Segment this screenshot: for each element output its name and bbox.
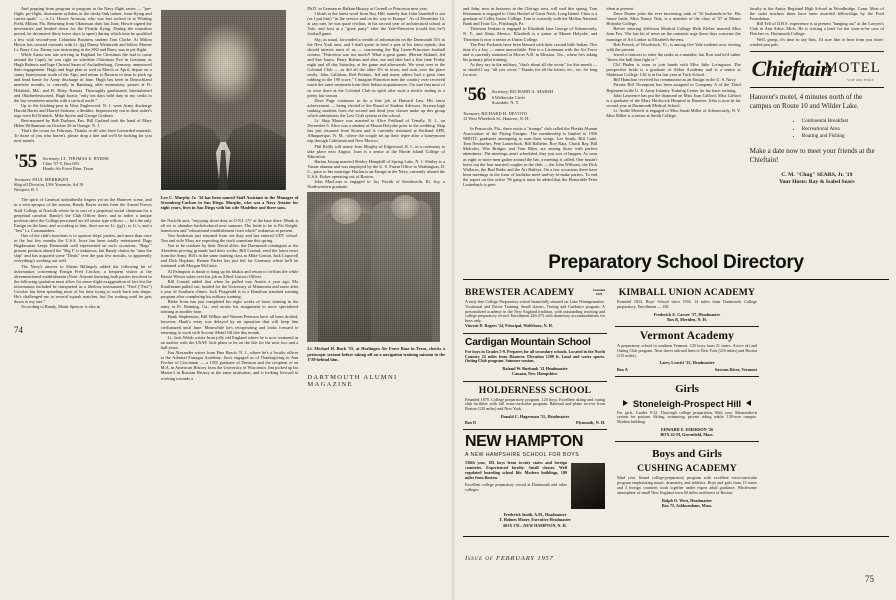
left-page-columns	[14, 6, 445, 388]
photo-caption-leo-murphy: Leo C. Murphy Jr. '34 has been named Staff Assistant to the Manager of Stromberg-Carlson in San Diego. Murphy, who was a Navy Aviator for eight years, lives in San Diego with his wife Madeline and three sons.	[160, 195, 299, 211]
body-paragraph: Private Bill Thompson has been assigned to Company A of the Third Regiment in the U. S. Army Infantry Training Center for his basic training.	[606, 82, 741, 93]
body-paragraph: The Navy's answer to Sherm Billingsly added the following bit of information concerning Ensign Fred Crocker, a frequent visitor at the aforementioned establishment (Note: Anyone knowing both parties involved in the following quotation must allow for some slight exaggeration of fact lest the information included be interpreted as a libelous insinuation): "Fred ("Fats") Crocker has been spending most of his time trying to work back into shape. He's challenged me to several squash matches, but I'm waiting until he gets down to my size."	[14, 263, 152, 305]
school-description: A truly fine College Preparatory school beautifully situated on Lake Winnipesaukee. Vocational and Driver Training. Small classes, Testing and Guidance program. A personalized academy in the New England tradition, with outstanding teaching and college preparatory record. Enrollment 226-275 with dormitory accommodations for boys only.	[465, 299, 605, 324]
list-item: • Recreational Area	[802, 126, 884, 134]
body-paragraph: Blake Irons has just completed his eight weeks of basic training in the army at Ft. Benning, Ga., and awaits his assignment to more specialized training at another base.	[160, 299, 299, 315]
directory-title: Preparatory School Directory	[548, 252, 804, 273]
page-right	[455, 0, 896, 600]
body-paragraph: Tim Anderson just returned from sea duty and has entered UDT school. Tim and wife Mary are expecting the stork sometime this spring.	[160, 232, 299, 243]
directory-category-boys-and-girls: Boys and Girls	[652, 448, 722, 461]
body-paragraph: Dave Duane joins the ever increasing rank of '56 husbands-to-be. His future bride, Miss Nancy Tink, is a member of the class of '57 at Mount Holyoke College.	[606, 11, 741, 27]
body-paragraph: Well, group, it's time to say finis. I'd sure like to hear from you short-winded pen pals.	[749, 36, 884, 47]
body-paragraph: Jim Alexander writes from Pine Beach, N. J., where he's a faculty officer at the Admiral Farragut Academy. Jim's engaged as of Thanksgiving to Ann Fischer of Cincinnati — a 1955 graduate of Denison and the recipient of an M.A. in American History from the University of Wisconsin. Jim picked up his Master's in Russian History at the same institution, and is looking forward to working towards a	[160, 350, 299, 381]
body-paragraph: The spirit of Carnival undoubtedly lingers yet on the Hanover scene, and in a vein apropos of the season, Randy Hayes writes from the Armed Forces Staff College at Norfolk where he is sort of a perpetual social chairman for a perpetual carnival. Randy's the Club Officer there, and in rather a unique position since the College personnel are all senior type officers — he's the only Ensign on the base, and according to him, there are no Lt. (jg)'s, or Lt.'s, and a "few" Lt. Commanders.	[14, 197, 152, 233]
directory-entry-cushing-academy[interactable]	[615, 442, 759, 512]
chieftain-host-line-1: C. M. "Chug" SEARS, Jr. '19	[781, 171, 853, 178]
treasurer-block-56	[463, 111, 597, 121]
chieftain-logo	[750, 57, 884, 88]
photo-leo-murphy-portrait	[161, 10, 286, 190]
school-subtitle: A NEW HAMPSHIRE SCHOOL FOR BOYS	[465, 452, 580, 459]
indian-head-cut-icon	[571, 463, 605, 509]
body-paragraph: Bill Hamilton received his commission as an Ensign in the U. S. Navy.	[613, 77, 737, 83]
founded-note: Founded 1820	[592, 288, 605, 296]
body-paragraph: Dave Page continues to do a fine job at Harvard Law. His latest achievement — being elected to the Board of Student Advisors. Sixteen high ranking students from the second and third year classes make up this group which administers the Law Club system at the school.	[307, 97, 446, 118]
treasurer-label: Treasurer,	[463, 110, 481, 116]
body-paragraph: Thornton Jenkins is engaged to Elizabeth Jane George of Schenectady, N. Y., and Alma, Mexico. Elizabeth is a junior at Mount Holyoke, and Thornton is now a senior at Union College.	[463, 26, 598, 42]
arrow-right-icon	[623, 400, 628, 406]
directory-entry-holderness-school[interactable]	[463, 382, 607, 431]
ad-chieftain-motel[interactable]	[750, 51, 884, 187]
class-year-number: '56	[463, 84, 486, 106]
treasurer-block-55	[14, 177, 152, 193]
chieftain-ad-body: Hanover's motel, 4 minutes north of the campus on Route 10 and Wilder Lake.	[749, 92, 863, 111]
body-paragraph: Bill Tell of D.B.S. experience is at present "hanging out" at the Lawyer's Club in Ann Arbor, Mich. He is writing a brief for the soon-to-be case of Fletcher vs. Dartmouth College.	[749, 21, 884, 37]
school-city: Plymouth, N. H.	[576, 420, 605, 426]
body-paragraph: Al Palmquist is about to hang up his khakis and return to civilian life while Howie Wieser takes over his job as Allied Liaison Officer.	[160, 268, 299, 279]
chieftain-script-name: Chieftain	[751, 55, 832, 81]
class-year-number: '55	[14, 150, 37, 172]
school-description: A preparatory school in southern Vermont. 125 boys from 21 states. Active ski and Outing Club program. Near direct railroad lines to New York (216 miles) and Boston (115 miles).	[617, 343, 757, 358]
body-paragraph: Lt. Andie Mertels is engaged to Miss Sarah Miller of Schenectady, N. Y. Miss Miller is a senior at Smith College.	[606, 107, 741, 118]
body-paragraph: One of the club's functions is to sponsor ships' parties, and more than once in the last few months the U.S.S. Iowa has been totally entertained. Bags Bagdasarian keeps Dartmouth well represented on such occasions. "Bags'" present position aboard the "Big I" is unknown, but Randy claims he "runs the ship" and has acquired some "Deals" over the past few months, so apparently everything's working out well.	[14, 233, 152, 264]
school-description: Founded 1879. College preparatory program. 120 boys. Excellent skiing and outing club facilities with full extra-curricular program. Railroad and plane service from Boston (120 miles) and New York.	[465, 396, 605, 412]
treasurer-name: PAUL MERRIKEN	[32, 176, 69, 182]
treasurer-address-1: Ship off Division, USS Yosemite, Ad 19	[14, 181, 84, 187]
directory-entry-new-hampton[interactable]	[463, 430, 607, 532]
body-paragraph: And popping from program to program in the Navy flight series — "pre-flight, pri-flight, instrument syllabus in the stinky-link trainer, form-flying and carrier-quals" — is Lt. Howie Aronson, who was last socked in at Whiting Field, Milton, Fla. Returning from Okinawan duty last June, Howie signed the necessaries and headed down for the Florida flying. During the transition period, he decimated thirty leave days (a spree) during which time he qualified a few with second-year Columbia Business student Tom Clarke. At Milton Howie has crossed contrails with Lt. (jg) Danny Weintraub and fellow Marine Lt. Barry Cox. Danny was instructing in the SNJ and Barry was in pri-flight.	[14, 6, 152, 52]
body-paragraph: Lt. Jack Welsh writes from jolly old England where he is now stationed as an auditor with the USAF. Jack plans to be on the Isle for the next two and a half years.	[160, 334, 299, 350]
list-item: • Boating and Fishing	[802, 133, 884, 141]
body-paragraph: Clif Phalen is soon to join hands with Miss Julie Livingston. The prospective bride is a graduate of Abbot Academy and is a senior at Skidmore College. Clif is in his last year at Tuck School.	[606, 62, 741, 78]
school-city: Saxtons River, Vermont	[714, 366, 757, 372]
directory-entry-kimball-union-academy[interactable]	[615, 284, 759, 327]
school-address: Canaan, New Hampshire.	[512, 371, 558, 377]
list-item: • Continental Breakfast	[802, 118, 884, 126]
school-box: Box D	[465, 420, 477, 426]
body-paragraph: Harlan Jessup married Shirley Hemphill of Spring Lake, N. J. Shirley is a Vassar alumna and was employed by the U. S. Patent Office in Washington, D. C., prior to her marriage. Harlan is an Ensign in the Navy, currently aboard the U.S.S. Fisker operating out of Boston.	[307, 158, 446, 180]
school-address-split	[465, 420, 605, 425]
treasurer-address-1: 12 West Wheelock St., Hanover, N. H.	[463, 115, 530, 121]
class-year-officers	[43, 153, 109, 172]
school-contact: Vincent D. Rogers '24, Principal, Wolfeboro, N. H.	[465, 322, 553, 328]
school-description: For girls. Grades 9-12. Thorough college preparation, 86th year. Mensendieck system for posture. Skiing, swimming, private riding stable. 130-acre campus. Modern building.	[617, 409, 757, 425]
secretary-name: LT. THOMAS E. BYRNE	[61, 155, 110, 161]
secretary-address-1: Class '57-T, Box 693	[42, 160, 79, 166]
photo-caption-michael-buck: Lt. Michael H. Buck '55, at Harlingen Air Force Base in Texas, checks a periscopic sextant before taking off on a navigation training mission in the T-29 behind him.	[307, 346, 446, 362]
secretary-address-2: Scarsdale, N. Y.	[491, 100, 520, 106]
halftone-grain	[307, 192, 440, 342]
left-column-3	[307, 6, 445, 388]
body-paragraph: That's the count for February. Thanks to all who have forwarded material. To those of you who haven't, please drop a line and we'll be looking for you next month.	[14, 128, 152, 144]
school-name: NEW HAMPTON	[465, 433, 583, 451]
school-contact: Roland W. Burbank '21 Headmaster	[502, 366, 568, 372]
body-paragraph: John Lawrence has put the diamond on Miss Joan Gifford. Miss Gifford is a graduate of the Mary Hitchcock Hospital in Hanover. John is now in his second year at Dartmouth Medical School.	[606, 92, 741, 108]
school-address: BOX 170—NEW HAMPTON, N. H.	[503, 523, 567, 529]
secretary-label: Secretary,	[491, 89, 509, 95]
school-contact: EDWARD E. EMERSON '26	[660, 426, 714, 432]
chieftain-amenities-list	[762, 118, 884, 141]
right-page-columns	[463, 6, 884, 187]
directory-box	[463, 279, 889, 537]
class-year-heading-55	[14, 150, 152, 172]
school-name: KIMBALL UNION ACADEMY	[618, 287, 756, 298]
school-description: 136th year, 182 boys from twenty states and foreign countries. Experienced faculty. Small classes. Well regulated boarding school life. Modern buildings, 100 miles from Boston.	[465, 460, 567, 480]
body-paragraph: Bob French, of Woodstock, Vt., is among five Yale students now serving with the present	[606, 41, 741, 52]
school-name: HOLDERNESS SCHOOL	[478, 384, 592, 396]
class-year-heading-56	[463, 86, 597, 105]
directory-category-girls: Girls	[675, 382, 699, 395]
directory-entry-stoneleigh-prospect-hill[interactable]	[615, 377, 759, 443]
school-box: Box A	[617, 366, 628, 372]
preparatory-school-directory	[463, 248, 889, 537]
body-paragraph: and John, now in business in the Chicago area, will wed this spring. Tom Kinnamon is engaged to Chris Huchel of Great Neck, Long Island. Chris is a graduate of Colby Junior College. Tom is currently with the Mellon National Bank and Trust Co., Pittsburgh, Pa.	[463, 6, 598, 27]
school-address-split	[617, 367, 757, 372]
school-name: Vermont Academy	[639, 330, 735, 342]
body-paragraph: While Santa was late arriving in England for Christmas (he had to come around the Cape), he was right on schedule Christmas Eve in Germany as Hugh Roberts and Inge Christal Sauer of Aschaffenburg, Germany, announced their engagement. Hugh and Inge plan to wed in March or April, depart on a sunny honeymoon south of the Alps, and return to Bavaria in time to pack up and head home for Army discharge in June. Hugh has been in Deutschland nineteen months, is currently in Bamburg after momentary pauses at Ft. Holabird, Md., and Ft. Riley, Kansas. Thoroughly gasthaused, bierstubened and Oktoberfestooned, Hugh boasts "only ten days held duty to my credit in the last seventeen months with a tactical outfit."	[14, 51, 152, 103]
school-contact: Larry Leavitt '25, Headmaster	[659, 360, 715, 366]
left-column-1	[14, 6, 152, 388]
school-name: CUSHING ACADEMY	[637, 463, 737, 475]
school-description-2: Excellent college preparatory record at Dartmouth and other colleges.	[465, 482, 567, 493]
school-name: BREWSTER ACADEMY	[465, 287, 575, 298]
body-paragraph: Hank Stephenson, Bill Wilbur and Warren Peterson have all been drafted, however. Hank's entry was delayed by an operation that will keep him civilianized until June. Meanwhile he's recuperating and looks forward to returning to work with Socony Mobil Oil late this month.	[160, 314, 299, 335]
school-address: BOX 42-M, Greenfield, Mass.	[660, 432, 714, 438]
body-paragraph: Up to the hitching-post in West Englewood, N. J. went Army discharge Harold Harris and Harriet Sarbone, a Smithie. Impressively out in their usher's togs were Ed Winnick, Mike Spicer and George Graborn.	[14, 102, 152, 118]
folio-page-number-left: 74	[14, 325, 23, 336]
school-address: Box 75, Ashburnham, Mass.	[661, 502, 713, 508]
body-paragraph: As they say in the military, "that's about all she wrote" for this month — or should I say "all you wrote." Thanks for all the letters, etc., etc. So long for now.	[463, 62, 598, 78]
school-description: 92nd year. Sound college-preparatory program with excellent extra-curricular program emphasizing music, dramatics, and athletics. Boys and girls from 13 states and 3 foreign countries work together under expert adult guidance. Wholesome atmosphere of small New England town 60 miles northwest of Boston.	[617, 475, 757, 495]
body-paragraph: The Pete Packards have been blessed with their second little Indian. This time it's a boy — name unavailable. Pete is a Lieutenant with the Air Force and is currently stationed at Moore A.B. in Mission, Tex., where he's taking his primary pilot training.	[463, 41, 598, 62]
school-contact: Ralph O. West, Headmaster	[661, 497, 713, 503]
secretary-address-1: 6 Walbrooke Circle	[491, 94, 526, 100]
directory-entry-vermont-academy[interactable]	[615, 327, 759, 377]
school-contact: Frederick E. Carver '37, Headmaster	[653, 311, 721, 317]
body-paragraph: faculty at the Amity Regional High School in Woodbridge, Conn. Most of the cadet teachers there have been awarded fellowships by the Ford Foundation.	[749, 6, 884, 22]
body-paragraph: Best-manned by Bob Durham, Ens. Bill Garland took the hand of Mary Helen Williamson on October 26 in Orange, N. J.	[14, 118, 152, 129]
school-description: For boys in Grades 5-9. Prepares for all secondary schools. Located in the North Country 22 miles from Hanover. Elevation 1200 ft. Land and water sports. Outing Club program. Summer session.	[465, 348, 605, 364]
photo-michael-buck-sextant	[307, 192, 440, 342]
body-paragraph: I blush at the latest word from Roy Hill, namely that John Stonehill is not (as I put him) "in the service and on his way to Europe." As of December 12, at any rate, he was quite civilian, in his second year of architectural school at Yale, and host at a "great party" after the Yale-Princeton (could this be?) football game.	[307, 11, 446, 37]
right-column-3	[750, 6, 884, 187]
directory-entry-cardigan-mountain-school[interactable]	[463, 334, 607, 382]
school-name-row	[617, 398, 757, 409]
body-paragraph: Not to be outdone by their Naval allies, the Dartmouth contingent at the Aberdeen proving grounds had their scribe, Bill Conrad, send the latest news from the Army. Bill's in the same training class as Mike Gorton, Jack Cogswell and Dick Hopkins. Bennie Parker has just left for Germany where he'll be stationed with Morgan McGuire.	[160, 243, 299, 269]
body-paragraph: Phil Reilly will marry Joan Murphy of Edgewood, R. I., in a ceremony to take place next August. Joan is a senior at the Rhode Island College of Education.	[307, 143, 446, 159]
left-column-2	[161, 6, 299, 388]
body-paragraph: In Pensacola, Fla., there exists a "strange" club called the Florida Alumni Association of the Flying Ensigns. The membership is limited to 1956 NROTC graduates attempting to earn their wings. Lee Smith, Bill Crate, Tom Neubacher, Pete Lauterbach, Bill Balliette, Rov Raja, Chuck Ray, Bill Malcolm, Win Bridges and Tom Riker are among those with perfect attendance. The meetings aren't scheduled, they just sort of happen. As soon as eight or more men gather around the bar, a meeting is called. One mustn't leave out the four married couples in the club — the John Willsons, the Dick Wallaces, the Bud Roths and the Art Baileys. On a few occasions there have been meetings in the form of bachelor meet-and-try-to-make parties. To end the report on this active '56 gang it must be added that the Honorable Peter Lauterbach is pres-	[463, 125, 598, 187]
halftone-grain	[161, 10, 286, 190]
right-column-1	[463, 6, 597, 187]
school-description: Founded 1813. Boys' School since 1936. 14 miles from Dartmouth. College preparatory. Enrollment — 150.	[617, 299, 757, 309]
directory-entry-brewster-academy[interactable]	[463, 284, 607, 334]
secretary-name: RICHARD A. MARSH	[510, 89, 554, 95]
chieftain-ad-closing: Make a date now to meet your friends at the Chieftain!	[749, 146, 875, 165]
body-paragraph: Ph.D. in German or Balkan History at Cornell or Princeton next year.	[307, 6, 428, 11]
directory-columns	[463, 284, 889, 532]
body-paragraph: According to Randy, Monk Spencer is also in	[21, 304, 101, 310]
school-contact: Donald C. Hagerman '35, Headmaster	[500, 413, 570, 419]
arrow-left-icon	[746, 400, 751, 406]
folio-page-number-right: 75	[865, 574, 874, 584]
treasurer-label: Treasurer,	[14, 176, 32, 182]
school-address: Box B, Meriden, N. H.	[667, 316, 707, 322]
running-foot-right: Issue of FEBRUARY 1957	[465, 555, 554, 562]
chieftain-host-line-2: Your Hosts: Ray & Isabel Sears	[779, 179, 855, 186]
body-paragraph: Bill Conrad added that when he pulled into Austin a year ago, Mo Kauffmann pulled out; headed for the University of Minnesota and snow after a year of Southern climes. Jack Fitzgerald is in a Hamilton standard training program after completing his military training.	[160, 278, 299, 300]
body-paragraph: John MacLean is engaged to Joy Paviik of Kenilworth, Ill. Joy, a Northwestern graduate,	[307, 179, 446, 190]
chieftain-motel-word: MOTEL	[824, 59, 881, 76]
body-paragraph: ident at present.	[606, 6, 634, 11]
running-foot-left: DARTMOUTH ALUMNI MAGAZINE	[307, 373, 398, 388]
secretary-address-2: Hondo Air Force Base, Texas	[42, 166, 94, 172]
school-contact-2: T. Holmes Moore, Executive Headmaster	[499, 517, 571, 523]
school-name: Cardigan Mountain School	[465, 336, 591, 348]
treasurer-address-2: Newport, R. I.	[14, 187, 39, 193]
body-paragraph: Lt. Skip Moore was married to Alice Fridlund of Tenafly, N. J., on December 6. Alice was a student at Mount Holyoke prior to the wedding. Skip has just returned from Korea and is currently stationed at Kirtland AFB, Albuquerque, N. M., where the couple set up their tepee after a honeymoon trip through California and New Mexico.	[307, 118, 446, 144]
body-paragraph: Before entering Jefferson Medical College Herb Kleber married Miss Joan Fox. The last bit of news on the romantic urge these days concerns the marriage of Art Lonker to Elizabeth Stevens.	[606, 26, 741, 42]
directory-column-right	[615, 284, 759, 532]
school-name: Stoneleigh-Prospect Hill	[632, 397, 742, 409]
secretary-label: Secretary,	[42, 155, 60, 161]
body-paragraph: the Norfolk area, "enjoying shore duty in O.N.I. (?)" at the base there. Monk is all set to abandon bachelorhood next summer. The bride to be is Pat Knight, hometown and "educational establishment from which" unknown at present.	[160, 217, 299, 233]
chieftain-logo-tagline: STOP AND ENJOY	[847, 78, 874, 82]
treasurer-name: RICHARD H. DEVOTO	[481, 110, 528, 116]
class-year-officers	[492, 86, 553, 105]
school-contact: Frederick Smith, A.M., Headmaster	[503, 512, 567, 518]
school-body-row	[465, 461, 605, 509]
body-paragraph: ferred a contract to enter the ranks as a matador, but Ron said he'd rather "throw the bull than fight it."	[606, 51, 741, 62]
directory-column-left	[463, 284, 607, 532]
right-column-2	[606, 6, 740, 187]
body-paragraph: Sky, as usual, forwarded a wealth of information on the Dartmouth 55's in the New York area, and I shall quote in brief a part of his latest epistle, that should interest most of us — concerning the Big Green-Princeton football contest, "Princeton was too much!! What a great game. (Bernie Siskind, Jed and Sue Isaacs, Barry Rubins and date, me and date had a fine time Friday night and all day Saturday, at the game and afterwards. We went over to the Colonial Club — as did all the other D's in town, and took over the place easily. John Callahan, Red Perkins, Jed and many others had a great time rubbing in the 190 score." I imagine Princeton men the country over received much the same treatment from their Indian acquaintances. I'm sure that most of us were there at the Colonial Club in spirit after such a terrific ending to a pretty fair season.	[307, 36, 446, 98]
